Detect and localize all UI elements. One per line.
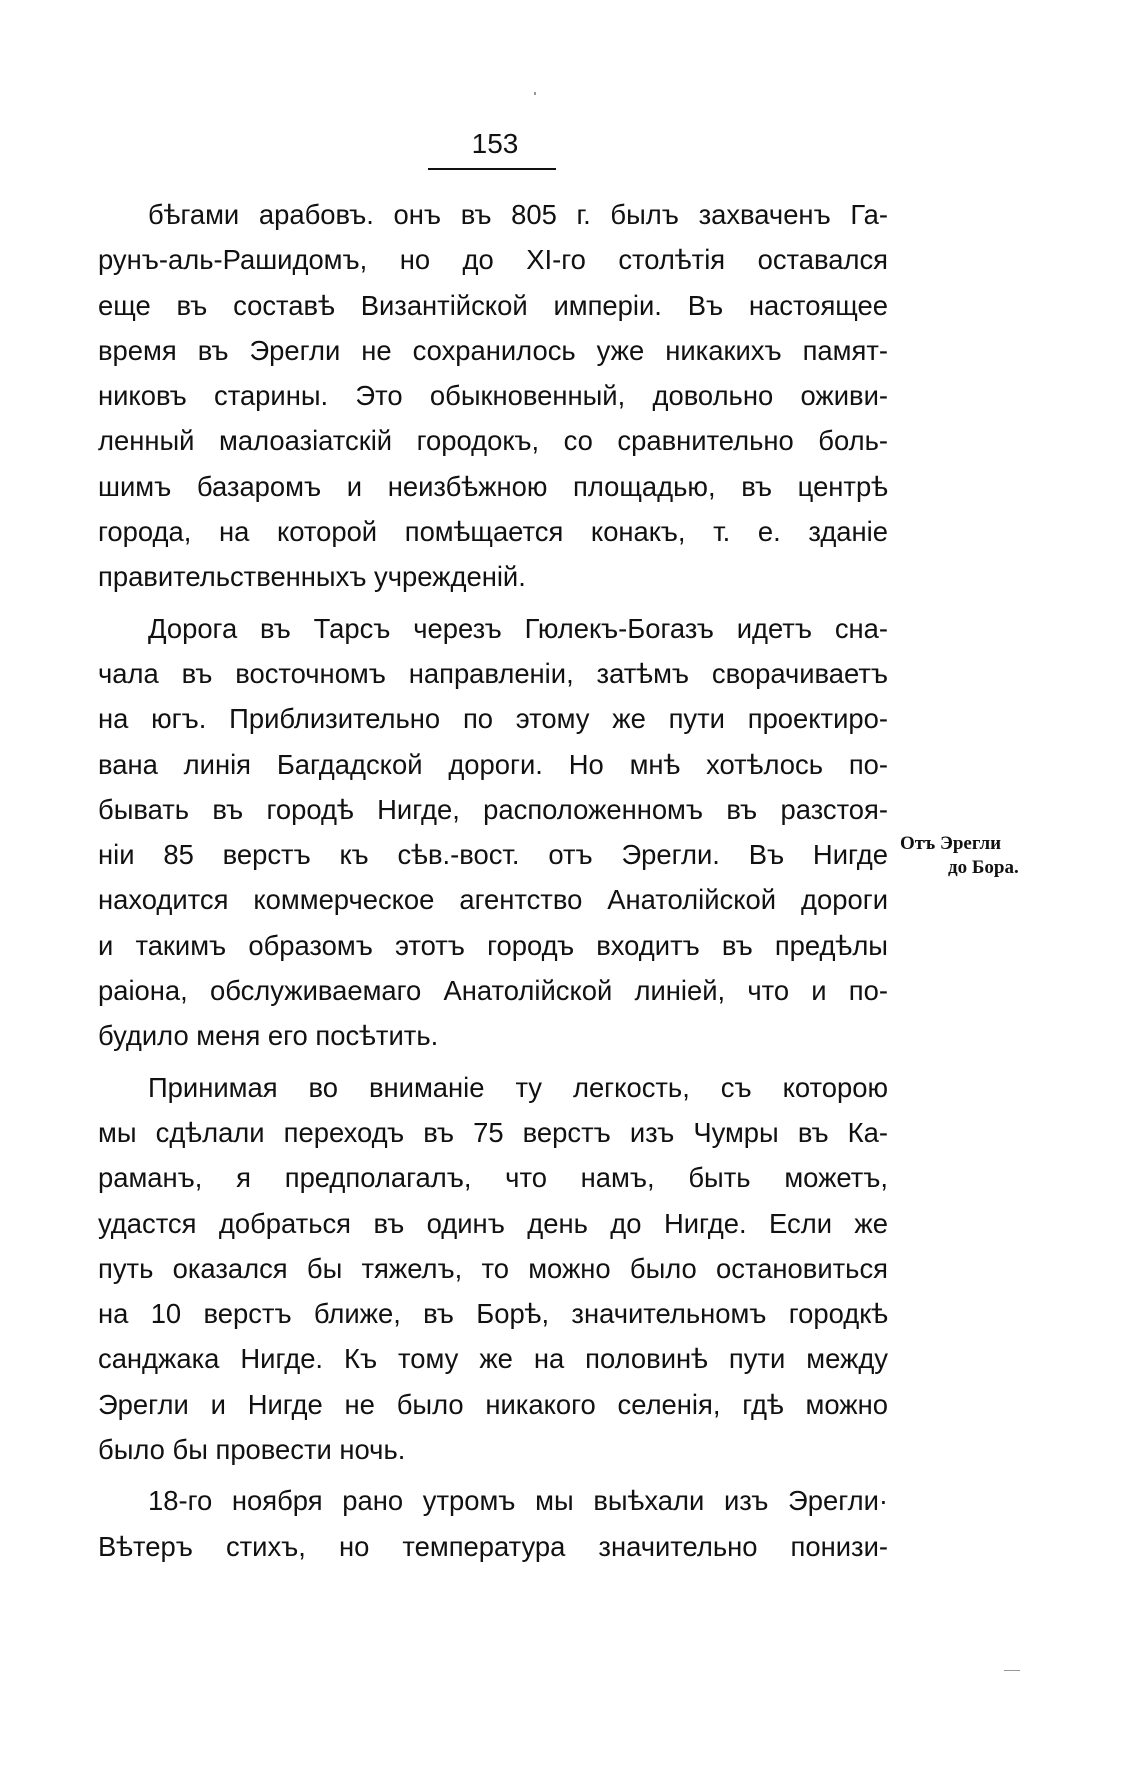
- text-line: санджака Нигде. Къ тому же на половинѣ пути между: [98, 1343, 888, 1375]
- paragraph: [98, 1065, 888, 1473]
- text-line: еще въ составѣ Византійской имперіи. Въ настоящее: [98, 289, 888, 321]
- text-line: мы сдѣлали переходъ въ 75 верстъ изъ Чумры въ Ка-: [98, 1116, 888, 1148]
- text-line: рунъ-аль-Рашидомъ, но до XI-го столѣтія оставался: [98, 244, 888, 276]
- scan-mark: [534, 92, 536, 95]
- text-line: на 10 верстъ ближе, въ Борѣ, значительномъ городкѣ: [98, 1298, 888, 1330]
- text-line: путь оказался бы тяжелъ, то можно было остановиться: [98, 1252, 888, 1284]
- text-line: правительственныхъ учрежденій.: [98, 561, 526, 593]
- text-line: бѣгами арабовъ. онъ въ 805 г. былъ захваченъ Га-: [148, 199, 888, 230]
- paragraph: [98, 1478, 888, 1569]
- paragraph: [98, 606, 888, 1059]
- text-line: раіона, обслуживаемаго Анатолійской линіей, что и по-: [98, 975, 888, 1007]
- text-line: Вѣтеръ стихъ, но температура значительно понизи-: [98, 1530, 888, 1562]
- text-line: бывать въ городѣ Нигде, расположенномъ въ разстоя-: [98, 793, 888, 825]
- text-line: 18-го ноября рано утромъ мы выѣхали изъ Эрегли·: [148, 1485, 888, 1517]
- text-line: чала въ восточномъ направленіи, затѣмъ сворачиваетъ: [98, 657, 888, 689]
- text-line: находится коммерческое агентство Анатолійской дороги: [98, 884, 888, 916]
- page-number: 153: [471, 128, 519, 159]
- body-text: [98, 192, 888, 1569]
- text-line: раманъ, я предполагалъ, что намъ, быть можетъ,: [98, 1162, 888, 1194]
- text-line: города, на которой помѣщается конакъ, т. е. зданіе: [98, 516, 888, 548]
- text-line: никовъ старины. Это обыкновенный, довольно оживи-: [98, 380, 888, 412]
- margin-note-line-1: Отъ Эрегли: [900, 833, 1002, 854]
- text-line: Эрегли и Нигде не было никакого селенія, гдѣ можно: [98, 1388, 888, 1420]
- margin-note: [900, 832, 1030, 880]
- scan-mark: [1004, 1670, 1020, 1671]
- text-line: шимъ базаромъ и неизбѣжною площадью, въ центрѣ: [98, 470, 888, 502]
- text-line: Дорога въ Тарсъ черезъ Гюлекъ-Богазъ идетъ сна-: [148, 612, 888, 644]
- text-line: ніи 85 верстъ къ сѣв.-вост. отъ Эрегли. Въ Нигде: [98, 839, 888, 871]
- text-line: время въ Эрегли не сохранилось уже никакихъ памят-: [98, 334, 888, 366]
- paragraph: [98, 192, 888, 600]
- text-line: будило меня его посѣтить.: [98, 1020, 439, 1052]
- text-line: удастся добраться въ одинъ день до Нигде. Если же: [98, 1207, 888, 1239]
- text-line: было бы провести ночь.: [98, 1434, 406, 1466]
- text-line: ленный малоазіатскій городокъ, со сравнительно боль-: [98, 425, 888, 457]
- margin-note-line-2: до Бора.: [948, 857, 1019, 878]
- text-line: на югъ. Приблизительно по этому же пути проектиро-: [98, 703, 888, 735]
- text-line: и такимъ образомъ этотъ городъ входитъ въ предѣлы: [98, 929, 888, 961]
- text-line: Принимая во вниманіе ту легкость, съ которою: [148, 1071, 888, 1103]
- page-number-underline: [428, 168, 556, 170]
- text-line: вана линія Багдадской дороги. Но мнѣ хотѣлось по-: [98, 748, 888, 780]
